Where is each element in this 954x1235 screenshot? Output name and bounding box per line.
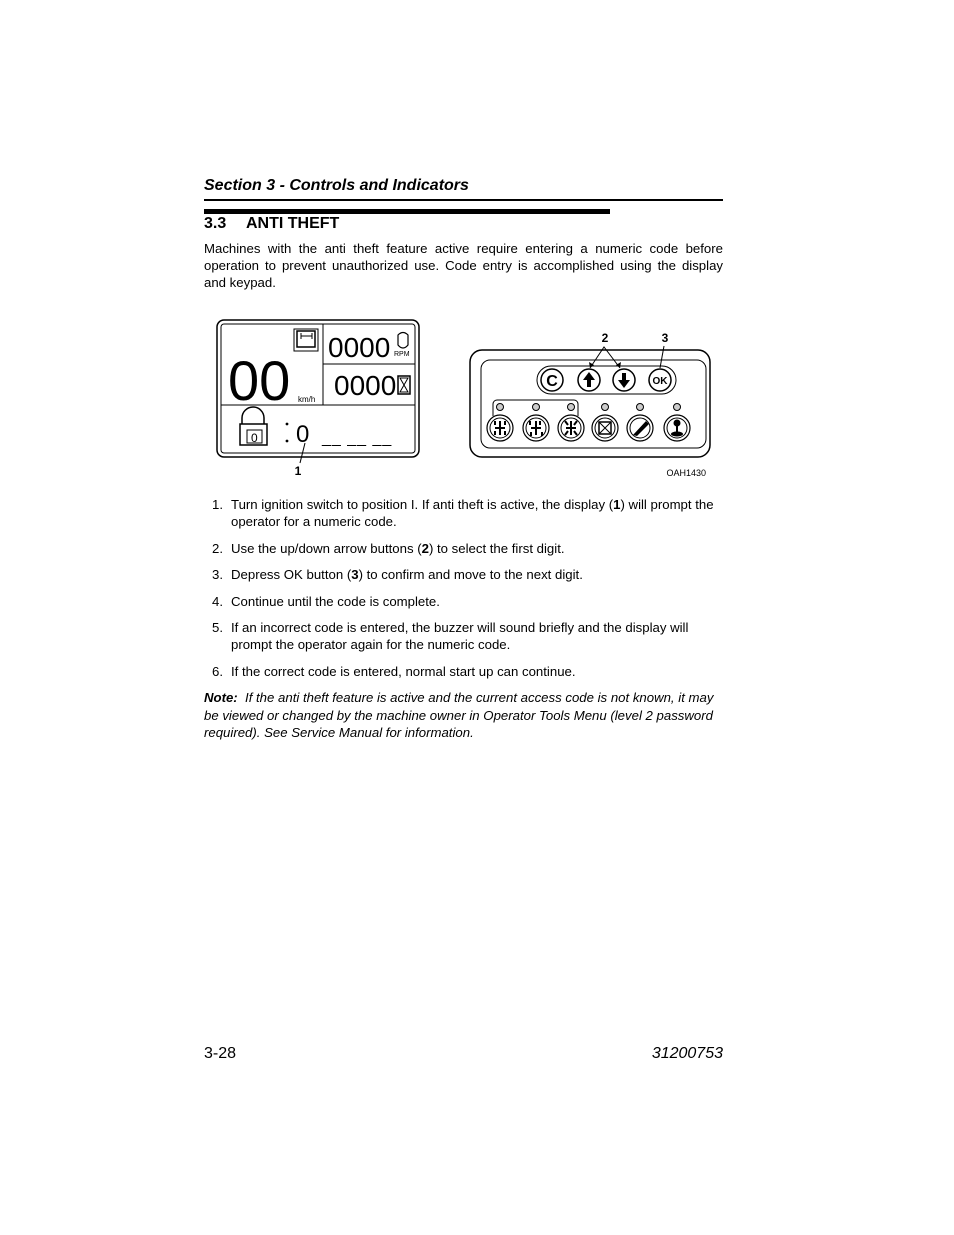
step-number: 1. <box>212 497 223 512</box>
step-text-end: ) to select the first digit. <box>428 540 565 556</box>
section-header: Section 3 - Controls and Indicators <box>204 177 469 194</box>
section-heading <box>204 215 339 233</box>
step-ref: 1 <box>613 497 621 512</box>
note <box>204 689 723 742</box>
callout-2: 2 <box>601 331 609 345</box>
step-text: Depress OK button ( <box>231 567 352 582</box>
hour-readout: 0000 <box>334 370 397 401</box>
step-number: 6. <box>212 663 223 679</box>
step-text-end: ) to confirm and move to the next digit. <box>358 567 583 582</box>
colon-dot-top <box>286 423 289 426</box>
code-blanks: __ __ __ <box>322 430 393 447</box>
heading-rule <box>204 209 610 214</box>
step-number: 3. <box>212 567 223 582</box>
distance-icon <box>294 329 318 351</box>
padlock-icon <box>240 407 267 445</box>
step-item <box>204 619 723 653</box>
heading-number: 3.3 <box>204 215 227 232</box>
step-number: 4. <box>212 593 223 609</box>
figure-id: OAH1430 <box>666 468 706 478</box>
display-keypad-figure <box>200 310 730 485</box>
speed-unit: km/h <box>298 395 316 404</box>
joystick-button[interactable] <box>664 404 690 442</box>
steer-mode-button-1[interactable] <box>487 404 513 442</box>
four-wheel-steer-icon <box>565 421 577 435</box>
intro-paragraph: Machines with the anti theft feature active require entering a numeric code before operation to prevent unauthorized use. Code entry is accomplished using the display and keypad. <box>204 241 723 291</box>
step-text: Turn ignition switch to position I. If anti theft is active, the display ( <box>231 497 614 512</box>
clear-button[interactable] <box>541 369 563 391</box>
lock-digit: 0 <box>251 431 258 445</box>
callout-1: 1 <box>294 464 302 478</box>
step-item <box>204 663 723 680</box>
step-ref: 3 <box>351 567 359 582</box>
step-text: Continue until the code is complete. <box>231 593 440 609</box>
steer-mode-button-2[interactable] <box>523 404 549 442</box>
down-arrow-button[interactable] <box>613 369 635 391</box>
colon-dot-bottom <box>286 440 289 443</box>
speed-readout: 00 <box>228 349 291 412</box>
step-text: If an incorrect code is entered, the buzzer will sound briefly and the display will prompt the operator again for the numeric code. <box>231 620 689 652</box>
callout-3: 3 <box>661 331 669 345</box>
clear-key-label: C <box>546 373 558 390</box>
step-list <box>204 496 723 689</box>
ok-button[interactable] <box>649 369 671 391</box>
engine-icon <box>398 333 408 349</box>
step-item <box>204 496 723 530</box>
header-rule <box>204 199 723 201</box>
display-panel <box>217 320 419 457</box>
note-text: If the anti theft feature is active and the current access code is not known, it may be viewed or changed by the machine owner in Operator Tools Menu (level 2 password required). See Service Manual for information. <box>204 690 714 740</box>
rpm-readout: 0000 <box>328 332 391 363</box>
rpm-unit: RPM <box>394 351 410 358</box>
up-arrow-button[interactable] <box>578 369 600 391</box>
step-number: 5. <box>212 620 223 635</box>
steer-mode-button-3[interactable] <box>558 404 584 442</box>
page-number: 3-28 <box>204 1045 237 1062</box>
ok-key-label: OK <box>652 376 668 387</box>
step-item <box>204 593 723 610</box>
code-digit: 0 <box>296 421 310 448</box>
boom-button[interactable] <box>627 404 653 442</box>
step-text-end: ) will prompt the operator for a numeric code. <box>231 497 714 529</box>
step-text: Use the up/down arrow buttons ( <box>231 540 422 556</box>
step-text: If the correct code is entered, normal start up can continue. <box>231 663 576 679</box>
heading-title: ANTI THEFT <box>246 215 340 232</box>
step-ref: 2 <box>421 540 429 556</box>
parking-brake-button[interactable] <box>592 404 618 442</box>
hourglass-icon <box>398 376 410 394</box>
step-number: 2. <box>212 540 223 556</box>
step-item <box>204 566 723 583</box>
document-number: 31200753 <box>651 1045 723 1062</box>
step-item <box>204 540 723 557</box>
note-label: Note: <box>204 690 238 705</box>
